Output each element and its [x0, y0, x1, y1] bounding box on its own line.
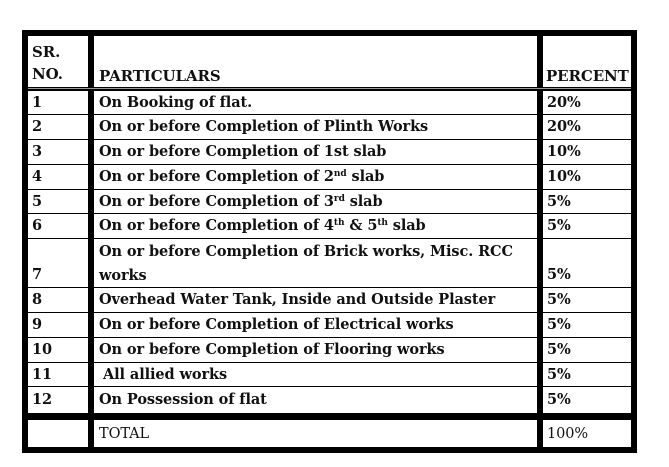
row-3-sr: 3 [28, 140, 88, 164]
row-10-sr: 10 [28, 338, 88, 362]
row-5-sr: 5 [28, 190, 88, 213]
row-12-particulars: On Possession of flat [94, 387, 537, 413]
row-8-particulars: Overhead Water Tank, Inside and Outside Plaster [94, 288, 537, 312]
row-6-ordinal-suffix-1: th [333, 218, 345, 228]
total-label: TOTAL [94, 420, 537, 447]
row-8-percent: 5% [543, 288, 631, 312]
row-9-percent: 5% [543, 313, 631, 337]
header-percent-label: PERCENT [546, 67, 629, 85]
row-4-percent: 10% [543, 165, 631, 189]
row-3-particulars [94, 140, 537, 164]
row-6-sr: 6 [28, 214, 88, 238]
row-10-percent: 5% [543, 338, 631, 362]
row-7-sr-text: 7 [32, 266, 42, 283]
row-5-percent: 5% [543, 190, 631, 213]
row-5-particulars [94, 190, 537, 213]
header-particulars [94, 36, 537, 87]
row-6-percent: 5% [543, 214, 631, 238]
row-1-percent: 20% [543, 91, 631, 114]
row-9-particulars: On or before Completion of Electrical works [94, 313, 537, 337]
row-11-particulars: All allied works [94, 363, 537, 386]
payment-schedule-table [22, 30, 637, 453]
row-4-ordinal-suffix: nd [333, 169, 347, 179]
header-percent [543, 36, 631, 87]
row-4-text-post: slab [346, 168, 385, 185]
row-3-particulars-text: On or before Completion of 1st slab [99, 143, 387, 160]
row-5-text-post: slab [344, 192, 383, 210]
row-1-particulars: On Booking of flat. [94, 91, 537, 114]
row-6-text-post: slab [387, 217, 426, 234]
header-sr-no-line2: NO. [32, 65, 63, 83]
row-1-sr: 1 [28, 91, 88, 114]
row-7-percent [543, 239, 631, 287]
row-6-ordinal-suffix-2: th [377, 218, 388, 228]
row-10-particulars: On or before Completion of Flooring works [94, 338, 537, 362]
row-5-text-pre: On or before Completion of 3 [99, 192, 334, 210]
row-7-percent-text: 5% [547, 266, 571, 283]
row-12-percent: 5% [543, 387, 631, 413]
header-divider [28, 88, 631, 89]
row-2-sr: 2 [28, 115, 88, 139]
row-2-particulars: On or before Completion of Plinth Works [94, 115, 537, 139]
header-sr-no-line1: SR. [32, 43, 61, 61]
row-7-particulars-line2: works [99, 267, 147, 284]
row-2-percent: 20% [543, 115, 631, 139]
row-7-particulars [94, 239, 537, 287]
row-9-sr: 9 [28, 313, 88, 337]
row-12-sr: 12 [28, 387, 88, 413]
header-sr-no [28, 36, 88, 87]
row-8-sr: 8 [28, 288, 88, 312]
row-7-sr [28, 239, 88, 287]
row-6-text-pre: On or before Completion of 4 [99, 217, 334, 234]
row-11-sr: 11 [28, 363, 88, 386]
total-percent: 100% [543, 420, 631, 447]
row-5-ordinal-suffix: rd [333, 193, 345, 204]
row-11-percent: 5% [543, 363, 631, 386]
header-particulars-label: PARTICULARS [99, 67, 221, 85]
row-6-particulars [94, 214, 537, 238]
row-3-percent: 10% [543, 140, 631, 164]
row-4-sr: 4 [28, 165, 88, 189]
row-7-particulars-line1: On or before Completion of Brick works, Misc. RCC [99, 243, 513, 260]
row-4-text-pre: On or before Completion of 2 [99, 168, 334, 185]
row-6-text-mid: & 5 [344, 217, 378, 234]
row-4-particulars [94, 165, 537, 189]
total-sr [28, 420, 88, 447]
